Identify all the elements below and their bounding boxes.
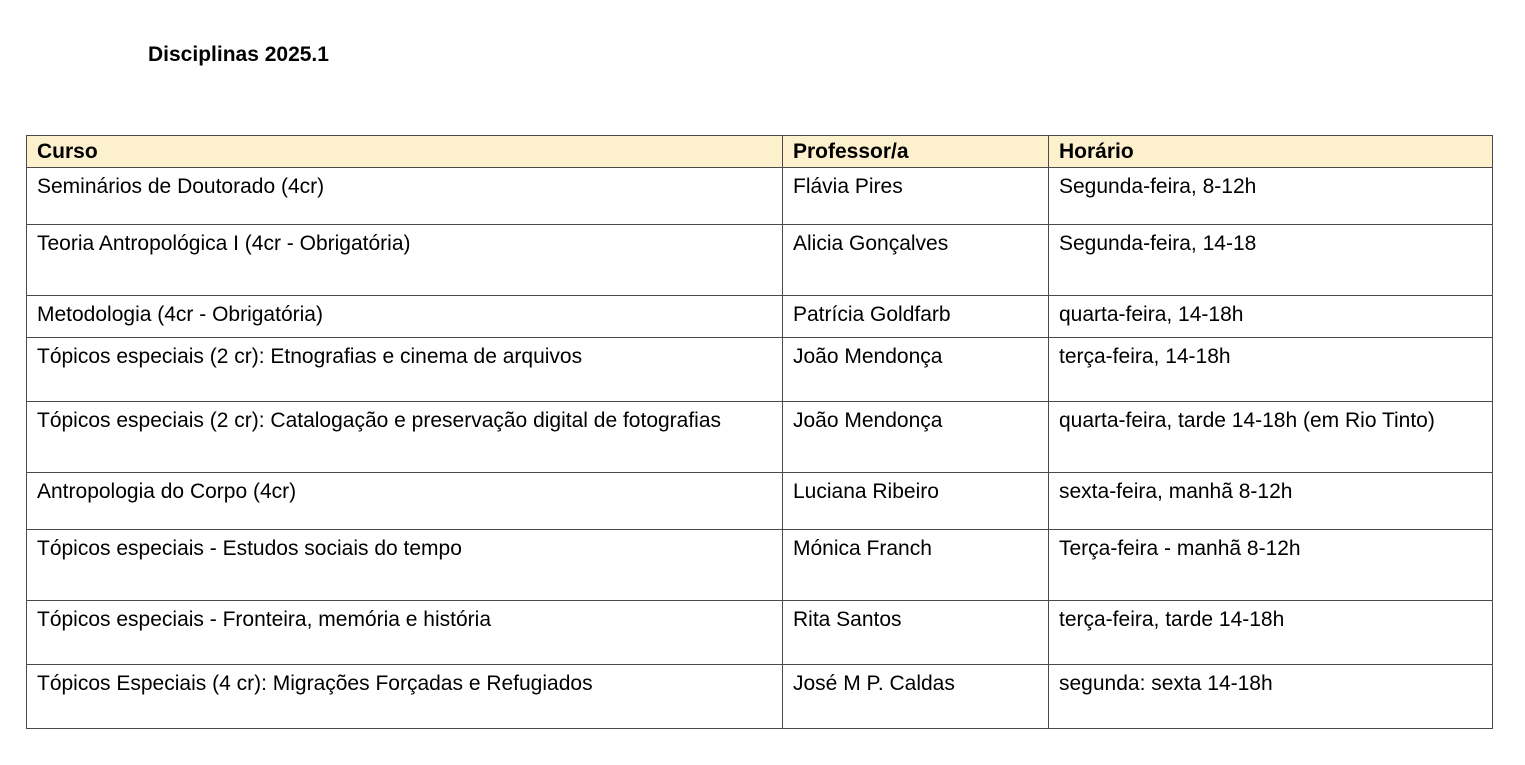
cell-horario: quarta-feira, 14-18h: [1049, 296, 1493, 338]
cell-horario: Terça-feira - manhã 8-12h: [1049, 530, 1493, 601]
table-row: [27, 225, 1493, 296]
cell-horario: terça-feira, tarde 14-18h: [1049, 601, 1493, 665]
cell-professor: João Mendonça: [783, 338, 1049, 402]
cell-curso: Tópicos especiais (2 cr): Catalogação e preservação digital de fotografias: [27, 402, 783, 473]
table-row: [27, 168, 1493, 225]
cell-professor: Flávia Pires: [783, 168, 1049, 225]
table-row: [27, 338, 1493, 402]
cell-horario: sexta-feira, manhã 8-12h: [1049, 473, 1493, 530]
table-row: [27, 296, 1493, 338]
cell-professor: Rita Santos: [783, 601, 1049, 665]
table-row: [27, 665, 1493, 729]
cell-professor: Mónica Franch: [783, 530, 1049, 601]
cell-curso: Antropologia do Corpo (4cr): [27, 473, 783, 530]
cell-curso: Tópicos Especiais (4 cr): Migrações Forçadas e Refugiados: [27, 665, 783, 729]
table-header-row: [27, 136, 1493, 168]
cell-curso: Teoria Antropológica I (4cr - Obrigatória): [27, 225, 783, 296]
document-title: Disciplinas 2025.1: [148, 43, 329, 66]
cell-curso: Metodologia (4cr - Obrigatória): [27, 296, 783, 338]
cell-professor: João Mendonça: [783, 402, 1049, 473]
cell-curso: Tópicos especiais - Fronteira, memória e história: [27, 601, 783, 665]
cell-curso: Tópicos especiais - Estudos sociais do tempo: [27, 530, 783, 601]
table-row: [27, 601, 1493, 665]
cell-horario: Segunda-feira, 8-12h: [1049, 168, 1493, 225]
column-header-professor: Professor/a: [783, 136, 1049, 168]
column-header-curso: Curso: [27, 136, 783, 168]
cell-professor: Luciana Ribeiro: [783, 473, 1049, 530]
cell-horario: terça-feira, 14-18h: [1049, 338, 1493, 402]
cell-horario: quarta-feira, tarde 14-18h (em Rio Tinto): [1049, 402, 1493, 473]
cell-curso: Tópicos especiais (2 cr): Etnografias e cinema de arquivos: [27, 338, 783, 402]
table-row: [27, 473, 1493, 530]
table-row: [27, 530, 1493, 601]
cell-curso: Seminários de Doutorado (4cr): [27, 168, 783, 225]
courses-table: [26, 135, 1493, 729]
cell-horario: Segunda-feira, 14-18: [1049, 225, 1493, 296]
cell-professor: Alicia Gonçalves: [783, 225, 1049, 296]
column-header-horario: Horário: [1049, 136, 1493, 168]
cell-professor: Patrícia Goldfarb: [783, 296, 1049, 338]
table-row: [27, 402, 1493, 473]
cell-professor: José M P. Caldas: [783, 665, 1049, 729]
cell-horario: segunda: sexta 14-18h: [1049, 665, 1493, 729]
